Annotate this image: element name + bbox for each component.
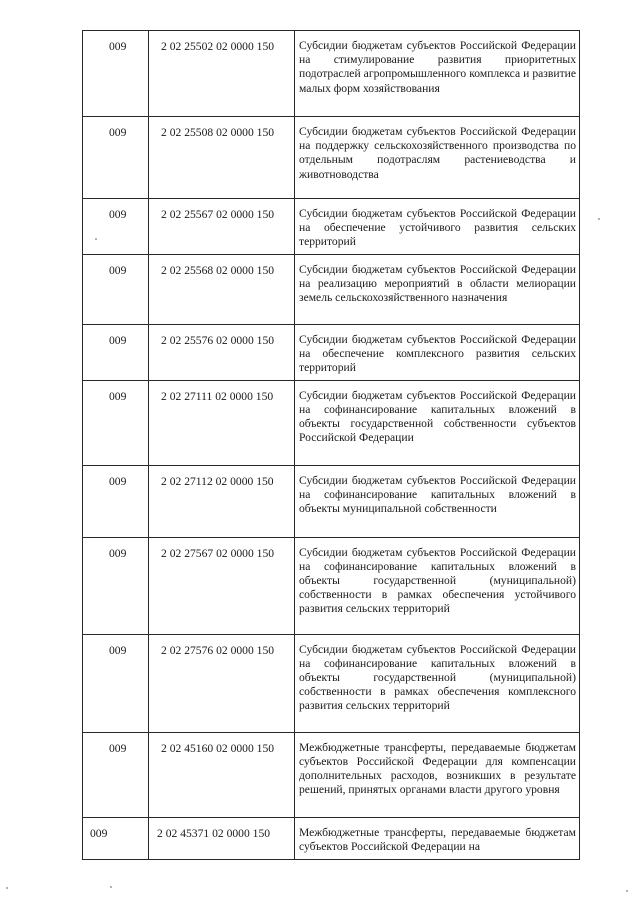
budget-code-cell: 2 02 27567 02 0000 150	[149, 537, 295, 634]
table-row	[83, 199, 580, 255]
table-row	[83, 817, 580, 859]
description-cell: Межбюджетные трансферты, передаваемые бюджетам субъектов Российской Федерации для компенсации дополнительных расходов, возникших в результате решений, принятых органами власти другого уровня	[295, 732, 580, 817]
scan-speck	[598, 218, 600, 220]
table-row	[83, 465, 580, 537]
admin-code-cell: 009	[83, 817, 149, 859]
description-cell: Субсидии бюджетам субъектов Российской Федерации на софинансирование капитальных вложений в объекты государственной собственности субъектов Российской Федерации	[295, 380, 580, 465]
budget-code-cell: 2 02 25568 02 0000 150	[149, 255, 295, 325]
budget-codes-table	[82, 30, 580, 860]
admin-code-cell: 009	[83, 255, 149, 325]
admin-code-cell: 009	[83, 31, 149, 117]
table-body	[83, 31, 580, 860]
budget-code-cell: 2 02 45160 02 0000 150	[149, 732, 295, 817]
scan-speck	[95, 238, 97, 240]
budget-code-cell: 2 02 25576 02 0000 150	[149, 325, 295, 381]
description-cell: Субсидии бюджетам субъектов Российской Федерации на софинансирование капитальных вложений в объекты муниципальной собственности	[295, 465, 580, 537]
table-row	[83, 325, 580, 381]
scan-speck	[626, 890, 628, 892]
admin-code-cell: 009	[83, 537, 149, 634]
table-row	[83, 255, 580, 325]
description-cell: Субсидии бюджетам субъектов Российской Федерации на реализацию мероприятий в области мелиорации земель сельскохозяйственного назначения	[295, 255, 580, 325]
budget-code-cell: 2 02 27111 02 0000 150	[149, 380, 295, 465]
budget-code-cell: 2 02 25502 02 0000 150	[149, 31, 295, 117]
budget-code-cell: 2 02 27112 02 0000 150	[149, 465, 295, 537]
description-cell: Межбюджетные трансферты, передаваемые бюджетам субъектов Российской Федерации на	[295, 817, 580, 859]
table-row	[83, 380, 580, 465]
admin-code-cell: 009	[83, 199, 149, 255]
description-cell: Субсидии бюджетам субъектов Российской Федерации на софинансирование капитальных вложений в объекты государственной (муниципальной) собственности в рамках обеспечения устойчивого развития сельских территорий	[295, 537, 580, 634]
description-cell: Субсидии бюджетам субъектов Российской Федерации на стимулирование развития приоритетных подотраслей агропромышленного комплекса и развитие малых форм хозяйствования	[295, 31, 580, 117]
description-cell: Субсидии бюджетам субъектов Российской Федерации на поддержку сельскохозяйственного производства по отдельным подотраслям растениеводства и животноводства	[295, 117, 580, 199]
description-cell: Субсидии бюджетам субъектов Российской Федерации на обеспечение устойчивого развития сельских территорий	[295, 199, 580, 255]
admin-code-cell: 009	[83, 465, 149, 537]
scan-speck	[110, 886, 112, 888]
table-row	[83, 117, 580, 199]
budget-code-cell: 2 02 25508 02 0000 150	[149, 117, 295, 199]
admin-code-cell: 009	[83, 325, 149, 381]
admin-code-cell: 009	[83, 380, 149, 465]
description-cell: Субсидии бюджетам субъектов Российской Федерации на обеспечение комплексного развития сельских территорий	[295, 325, 580, 381]
admin-code-cell: 009	[83, 634, 149, 732]
budget-code-cell: 2 02 45371 02 0000 150	[149, 817, 295, 859]
table-row	[83, 537, 580, 634]
table-row	[83, 732, 580, 817]
admin-code-cell: 009	[83, 732, 149, 817]
budget-code-cell: 2 02 25567 02 0000 150	[149, 199, 295, 255]
scan-speck	[6, 887, 8, 889]
budget-code-cell: 2 02 27576 02 0000 150	[149, 634, 295, 732]
table-row	[83, 31, 580, 117]
table-row	[83, 634, 580, 732]
admin-code-cell: 009	[83, 117, 149, 199]
description-cell: Субсидии бюджетам субъектов Российской Федерации на софинансирование капитальных вложений в объекты государственной (муниципальной) собственности в рамках обеспечения комплексного развития сельских территорий	[295, 634, 580, 732]
